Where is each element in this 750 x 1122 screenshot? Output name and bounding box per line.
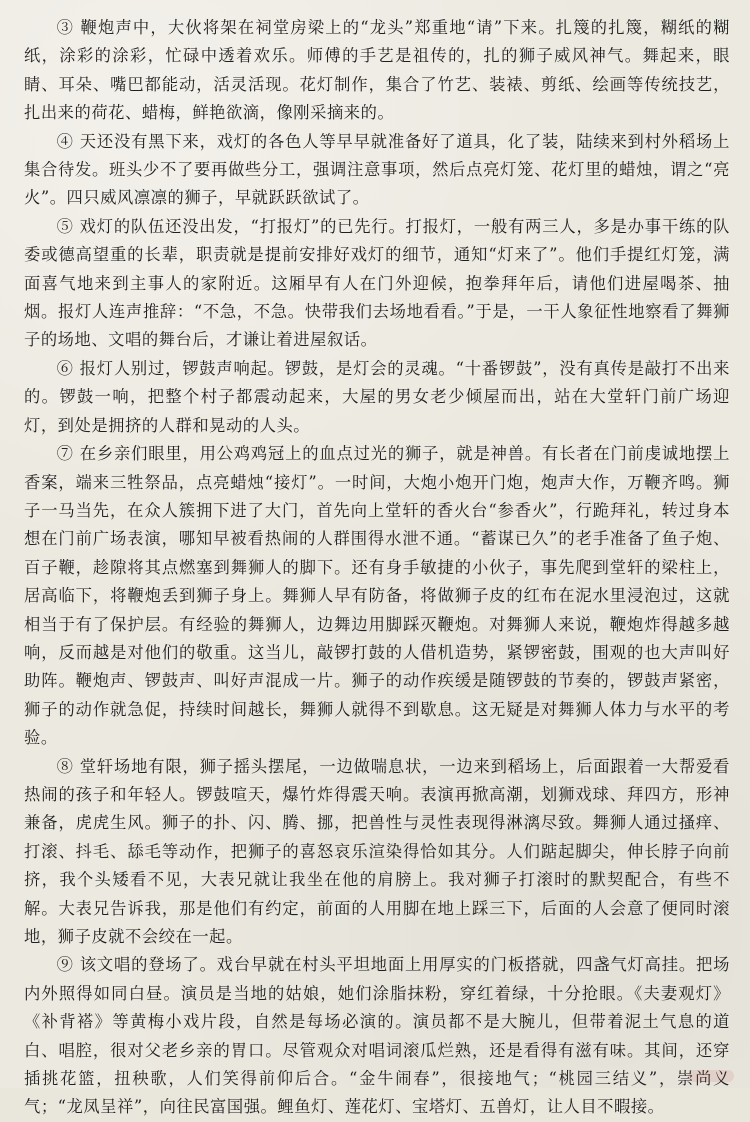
paragraph-4-lighting-ceremony: ④ 天还没有黑下来，戏灯的各色人等早早就准备好了道具，化了装，陆续来到村外稻场上集合待发。班头少不了要再做些分工，强调注意事项，然后点亮灯笼、花灯里的蜡烛，谓之“亮火”。四只威风凛凛的狮子，早就跃跃欲试了。 [24, 131, 730, 208]
paragraph-6-gongs-and-drums: ⑥ 报灯人别过，锣鼓声响起。锣鼓，是灯会的灵魂。“十番锣鼓”，没有真传是敲打不出来的。锣鼓一响，把整个村子都震动起来，大屋的男女老少倾屋而出，站在大堂轩门前广场迎灯，到处是拥挤的人群和晃动的人头。 [24, 358, 730, 435]
paragraph-8-threshing-ground-performance: ⑧ 堂轩场地有限，狮子摇头摆尾，一边做喘息状，一边来到稻场上，后面跟着一大帮爱看热闹的孩子和年轻人。锣鼓喧天，爆竹炸得震天响。表演再掀高潮，划狮戏球、拜四方，形神兼备，虎虎生风。狮子的扑、闪、腾、挪，把兽性与灵性表现得淋漓尽致。舞狮人通过搔痒、打滚、抖毛、舔毛等动作，把狮子的喜怒哀乐渲染得恰如其分。人们踮起脚尖，伸长脖子向前挤，我个头矮看不见，大表兄就让我坐在他的肩膀上。我对狮子打滚时的默契配合，有些不解。大表兄告诉我，那是他们有约定，前面的人用脚在地上踩三下，后面的人会意了便同时滚地，狮子皮就不会绞在一起。 [24, 756, 730, 946]
page-corner-mark [688, 1070, 734, 1082]
paragraph-3-dragon-head-and-lantern-making: ③ 鞭炮声中，大伙将架在祠堂房梁上的“龙头”郑重地“请”下来。扎篾的扎篾，糊纸的糊纸，涂彩的涂彩，忙碌中透着欢乐。师傅的手艺是祖传的，扎的狮子威风神气。舞起来，眼睛、耳朵、嘴巴都能动，活灵活现。花灯制作，集合了竹艺、装裱、剪纸、绘画等传统技艺，扎出来的荷花、蜡梅，鲜艳欲滴，像刚采摘来的。 [24, 18, 730, 123]
paragraph-7-lion-dance-and-firecrackers: ⑦ 在乡亲们眼里，用公鸡鸡冠上的血点过光的狮子，就是神兽。有长者在门前虔诚地摆上香案，端来三牲祭品，点亮蜡烛“接灯”。一时间，大炮小炮开门炮，炮声大作，万鞭齐鸣。狮子一马当先，在众人簇拥下进了大门，首先向上堂轩的香火台“参香火”，行跪拜礼，转过身本想在门前广场表演，哪知早被看热闹的人群围得水泄不通。“蓄谋已久”的老手准备了鱼子炮、百子鞭，趁隙将其点燃塞到舞狮人的脚下。还有身手敏捷的小伙子，事先爬到堂轩的梁柱上，居高临下，将鞭炮丢到狮子身上。舞狮人早有防备，将做狮子皮的红布在泥水里浸泡过，这就相当于有了保护层。有经验的舞狮人，边舞边用脚踩灭鞭炮。对舞狮人来说，鞭炮炸得越多越响，反而越是对他们的敬重。这当儿，敲锣打鼓的人借机造势，紧锣密鼓，围观的也大声叫好助阵。鞭炮声、锣鼓声、叫好声混成一片。狮子的动作疾缓是随锣鼓的节奏的，锣鼓声紧密，狮子的动作就急促，持续时间越长，舞狮人就得不到歇息。这无疑是对舞狮人体力与水平的考验。 [24, 444, 730, 748]
paragraph-5-announcing-the-lanterns: ⑤ 戏灯的队伍还没出发，“打报灯”的已先行。打报灯，一般有两三人，多是办事干练的队委或德高望重的长辈，职责就是提前安排好戏灯的细节，通知“灯来了”。他们手提红灯笼，满面喜气地来到主事人的家附近。这厢早有人在门外迎候，抱拳拜年后，请他们进屋喝茶、抽烟。报灯人连声推辞：“不急，不急。快带我们去场地看看。”于是，一干人象征性地察看了舞狮子的场地、文唱的舞台后，才谦让着进屋叙话。 [24, 216, 730, 350]
paragraph-9-opera-performance: ⑨ 该文唱的登场了。戏台早就在村头平坦地面上用厚实的门板搭就，四盏气灯高挂。把场内外照得如同白昼。演员是当地的姑娘，她们涂脂抹粉，穿红着绿，十分抢眼。《夫妻观灯》《补背褡》等黄梅小戏片段，自然是每场必演的。演员都不是大腕儿，但带着泥土气息的道白、唱腔，很对父老乡亲的胃口。尽管观众对唱词滚瓜烂熟，还是看得有滋有味。其间，还穿插挑花篮，扭秧歌，人们笑得前仰后合。“金牛闹春”，很接地气；“桃园三结义”，崇尚义气；“龙凤呈祥”，向往民富国强。鲤鱼灯、莲花灯、宝塔灯、五兽灯，让人目不暇接。 [24, 955, 730, 1117]
